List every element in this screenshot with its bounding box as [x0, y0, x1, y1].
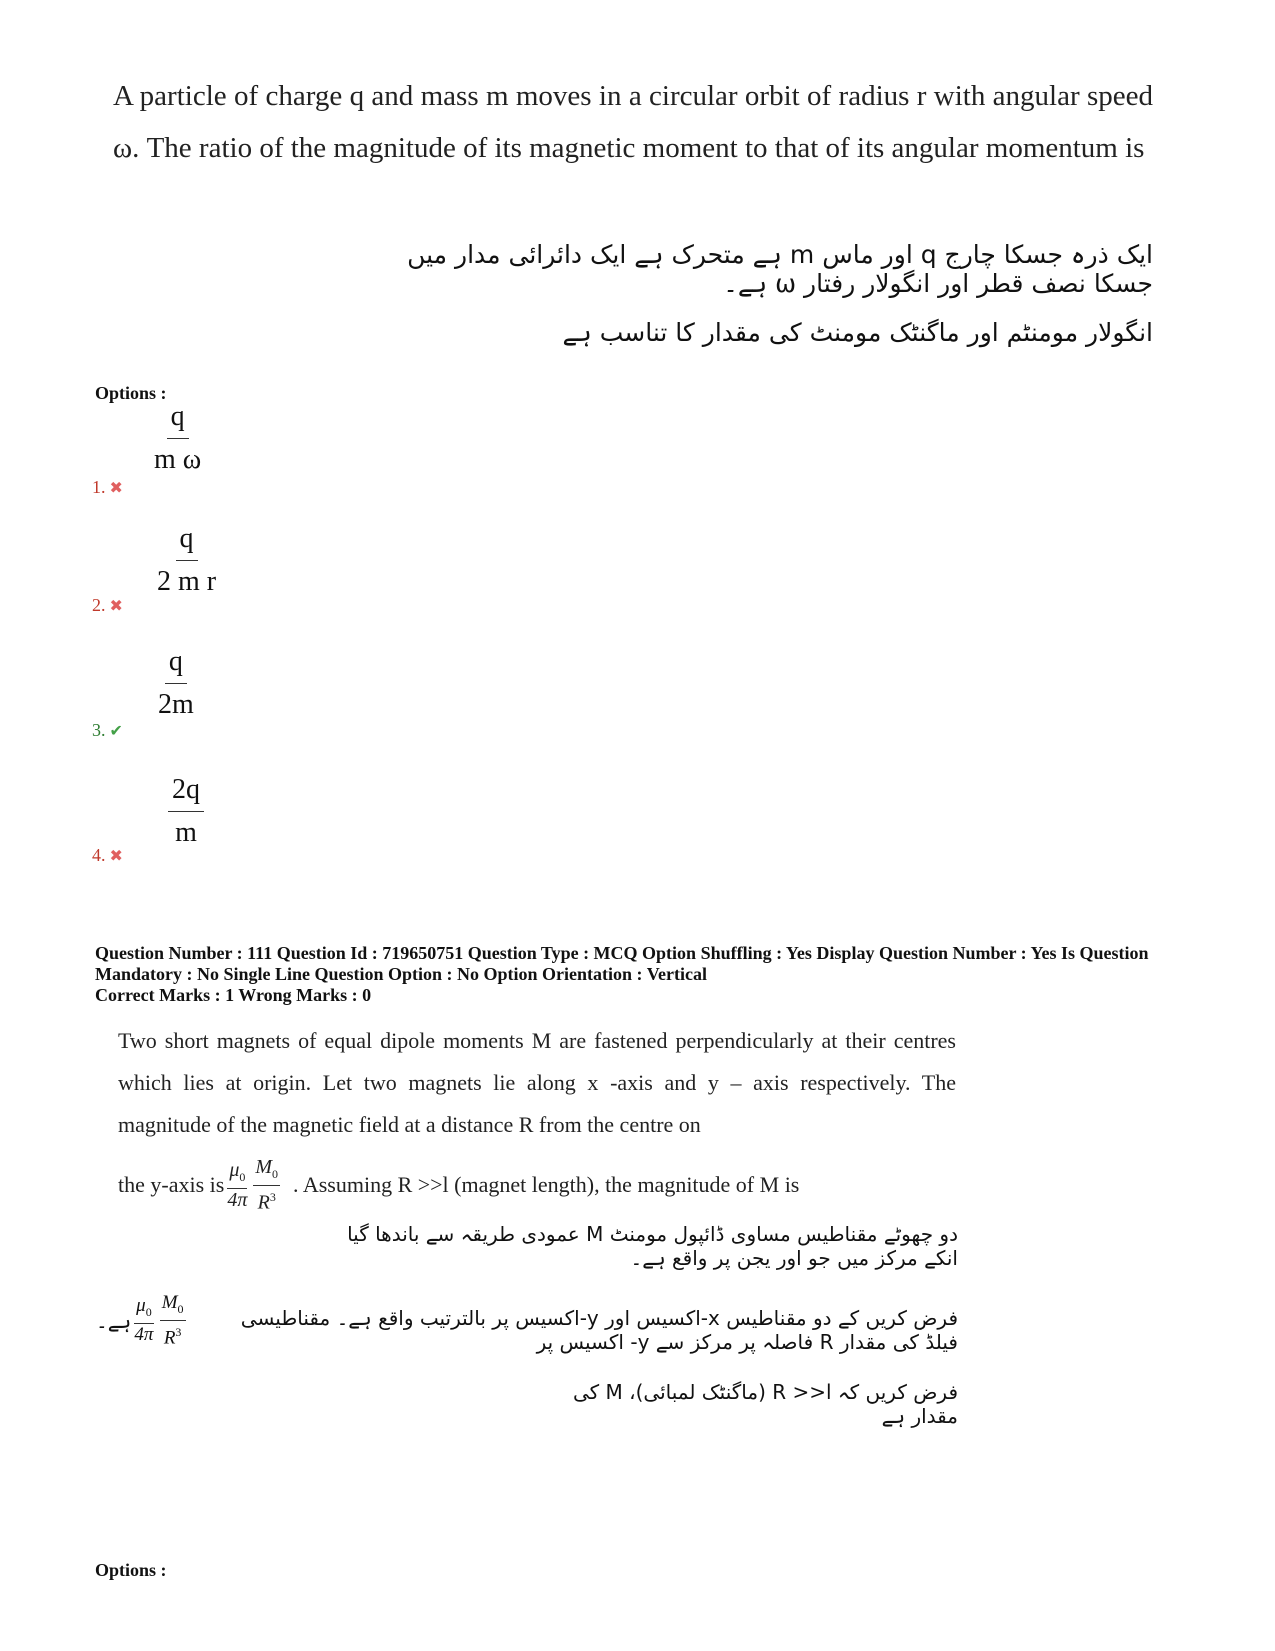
cross-icon: ✖ — [109, 598, 123, 615]
option-2-marker — [92, 595, 123, 616]
option-1-denominator: m ω — [154, 444, 202, 475]
option-3-number: 3. — [92, 720, 106, 740]
option-2-denominator: 2 m r — [157, 566, 217, 597]
question-111-text-ur-line1: دو چھوٹے مقناطیس مساوی ڈائپول مومنٹ M عمودی طریقہ سے باندھا گیا انکے مرکز میں جو اور یجن پر واقع ہے۔ — [347, 1222, 958, 1270]
ur-m-symbol: M — [161, 1292, 178, 1313]
option-4-denominator: m — [175, 817, 197, 848]
mu-symbol: μ — [229, 1158, 240, 1181]
question-meta-marks: Correct Marks : 1 Wrong Marks : 0 — [95, 985, 372, 1005]
r-superscript: 3 — [269, 1190, 276, 1204]
option-4-number: 4. — [92, 845, 106, 865]
option-4-numerator: 2q — [168, 773, 204, 812]
option-2-number: 2. — [92, 595, 106, 615]
ur-mu-subscript: 0 — [145, 1304, 152, 1319]
r-symbol: R — [257, 1191, 270, 1214]
ur-r-symbol: R — [163, 1327, 176, 1349]
option-2-formula[interactable] — [153, 522, 220, 599]
option-3-numerator: q — [165, 645, 187, 684]
m-subscript: 0 — [272, 1167, 279, 1181]
cross-icon: ✖ — [109, 848, 123, 865]
check-icon: ✔ — [109, 723, 123, 740]
option-2-numerator: q — [176, 522, 198, 561]
question-111-text-ur-line3: فرض کریں کہ R >>l (ماگنٹک لمبائی)، M کی مقدار ہے — [572, 1380, 958, 1428]
four-pi: 4π — [227, 1188, 248, 1211]
ur-mu-symbol: μ — [136, 1295, 146, 1317]
mu-over-4pi — [227, 1159, 247, 1211]
question-110-text-ur-line2: انگولار مومنٹم اور ماگنٹک مومنٹ کی مقدار کا تناسب ہے — [562, 318, 1153, 347]
question-110-text-en: A particle of charge q and mass m moves in a circular orbit of radius r with angular speed ω. The ratio of the magnitude of its magnetic moment to that of its angular momentum is — [113, 80, 1153, 164]
ur-four-pi: 4π — [134, 1323, 154, 1345]
option-3-formula[interactable] — [154, 645, 198, 722]
question-111-text-en: Two short magnets of equal dipole moments M are fastened perpendicularly at their centres which lies at origin. Let two magnets lie along x -axis and y – axis respectively. The magnitude of the magnetic field at a distance R from the centre on — [118, 1028, 956, 1137]
ur-m-over-r3 — [160, 1292, 186, 1349]
option-1-number: 1. — [92, 477, 106, 497]
question-meta-line1: Question Number : 111 Question Id : 719650751 Question Type : MCQ Option Shuffling : Yes Display Question Number : Yes Is Question Mandatory : No Single Line Question Option : No Option Orientation : Vertical — [95, 943, 1149, 984]
option-4-formula[interactable] — [168, 773, 204, 850]
option-4-marker — [92, 845, 123, 866]
question-110-text-ur-line1: ایک ذرہ جسکا چارج q اور ماس m ہے متحرک ہے ایک دائرائی مدار میں جسکا نصف قطر اور انگولار رفتار ω ہے۔ — [407, 240, 1153, 298]
option-1-numerator: q — [167, 400, 189, 439]
question-111-text-ur-line2: فرض کریں کے دو مقناطیس x-اکسیس اور y-اکسیس پر بالترتیب واقع ہے۔ مقناطیسی فیلڈ کی مقدار R فاصلہ پر مرکز سے y- اکسیس پر — [240, 1306, 958, 1354]
cross-icon: ✖ — [109, 480, 123, 497]
option-3-marker — [92, 720, 123, 741]
question-111-ur-formula — [96, 1292, 189, 1349]
ur-m-subscript: 0 — [177, 1301, 184, 1316]
question-111-formula-line — [118, 1156, 799, 1214]
option-1-formula[interactable] — [150, 400, 205, 477]
m-symbol: M — [255, 1156, 273, 1178]
option-3-denominator: 2m — [158, 689, 194, 720]
m-over-r3 — [253, 1156, 280, 1214]
urdu-end-mark: ہے۔ — [96, 1308, 132, 1333]
question-111-meta — [95, 943, 1185, 1006]
options-label-2: Options : — [95, 1560, 167, 1580]
formula-suffix: . Assuming R >>l (magnet length), the magnitude of M is — [293, 1171, 800, 1197]
ur-r-superscript: 3 — [175, 1324, 182, 1339]
mu-subscript: 0 — [239, 1169, 246, 1184]
formula-prefix: the y-axis is — [118, 1171, 225, 1197]
ur-mu-over-4pi — [134, 1295, 154, 1346]
option-1-marker — [92, 477, 123, 498]
options-label: Options : — [95, 383, 167, 403]
